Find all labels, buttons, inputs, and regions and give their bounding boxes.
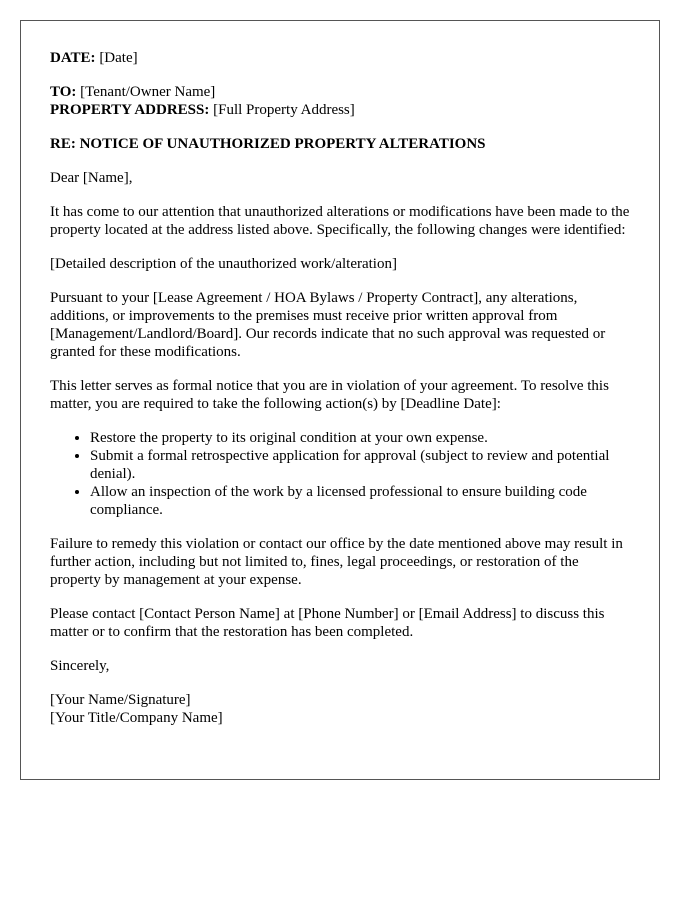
pursuant-paragraph: Pursuant to your [Lease Agreement / HOA Bylaws / Property Contract], any alterations, additions, or improvements to the premises must receive prior written approval from [Management/Landlord/Board]. Our records indicate that no such approval was requested or granted for these modifications. <box>50 290 606 360</box>
failure-paragraph: Failure to remedy this violation or contact our office by the date mentioned above may result in further action, including but not limited to, fines, legal proceedings, or restoration of the property by management at your expense. <box>50 536 623 588</box>
intro-paragraph: It has come to our attention that unauthorized alterations or modifications have been made to the property located at the address listed above. Specifically, the following changes were identified: <box>50 204 630 238</box>
required-actions-list <box>50 429 630 519</box>
date-label: DATE: <box>50 50 96 66</box>
list-item: • Restore the property to its original condition at your own expense. <box>90 429 630 447</box>
letter-document <box>20 20 660 780</box>
property-address-label: PROPERTY ADDRESS: <box>50 102 210 118</box>
signature-name: [Your Name/Signature] <box>50 692 191 708</box>
signature-block <box>50 691 630 727</box>
contact-paragraph: Please contact [Contact Person Name] at [Phone Number] or [Email Address] to discuss this matter or to confirm that the restoration has been completed. <box>50 606 605 640</box>
list-item: • Submit a formal retrospective application for approval (subject to review and potential denial). <box>90 447 630 483</box>
signature-title: [Your Title/Company Name] <box>50 710 223 726</box>
valediction: Sincerely, <box>50 658 110 674</box>
recipient-block <box>50 83 630 119</box>
description-placeholder: [Detailed description of the unauthorized work/alteration] <box>50 256 397 272</box>
date-line <box>50 49 630 67</box>
salutation: Dear [Name], <box>50 170 133 186</box>
subject-line: RE: NOTICE OF UNAUTHORIZED PROPERTY ALTERATIONS <box>50 136 486 152</box>
to-value: [Tenant/Owner Name] <box>80 84 216 100</box>
list-item: • Allow an inspection of the work by a licensed professional to ensure building code compliance. <box>90 483 630 519</box>
to-label: TO: <box>50 84 77 100</box>
property-address-value: [Full Property Address] <box>213 102 355 118</box>
date-value: [Date] <box>99 50 138 66</box>
notice-paragraph: This letter serves as formal notice that you are in violation of your agreement. To resolve this matter, you are required to take the following action(s) by [Deadline Date]: <box>50 378 609 412</box>
